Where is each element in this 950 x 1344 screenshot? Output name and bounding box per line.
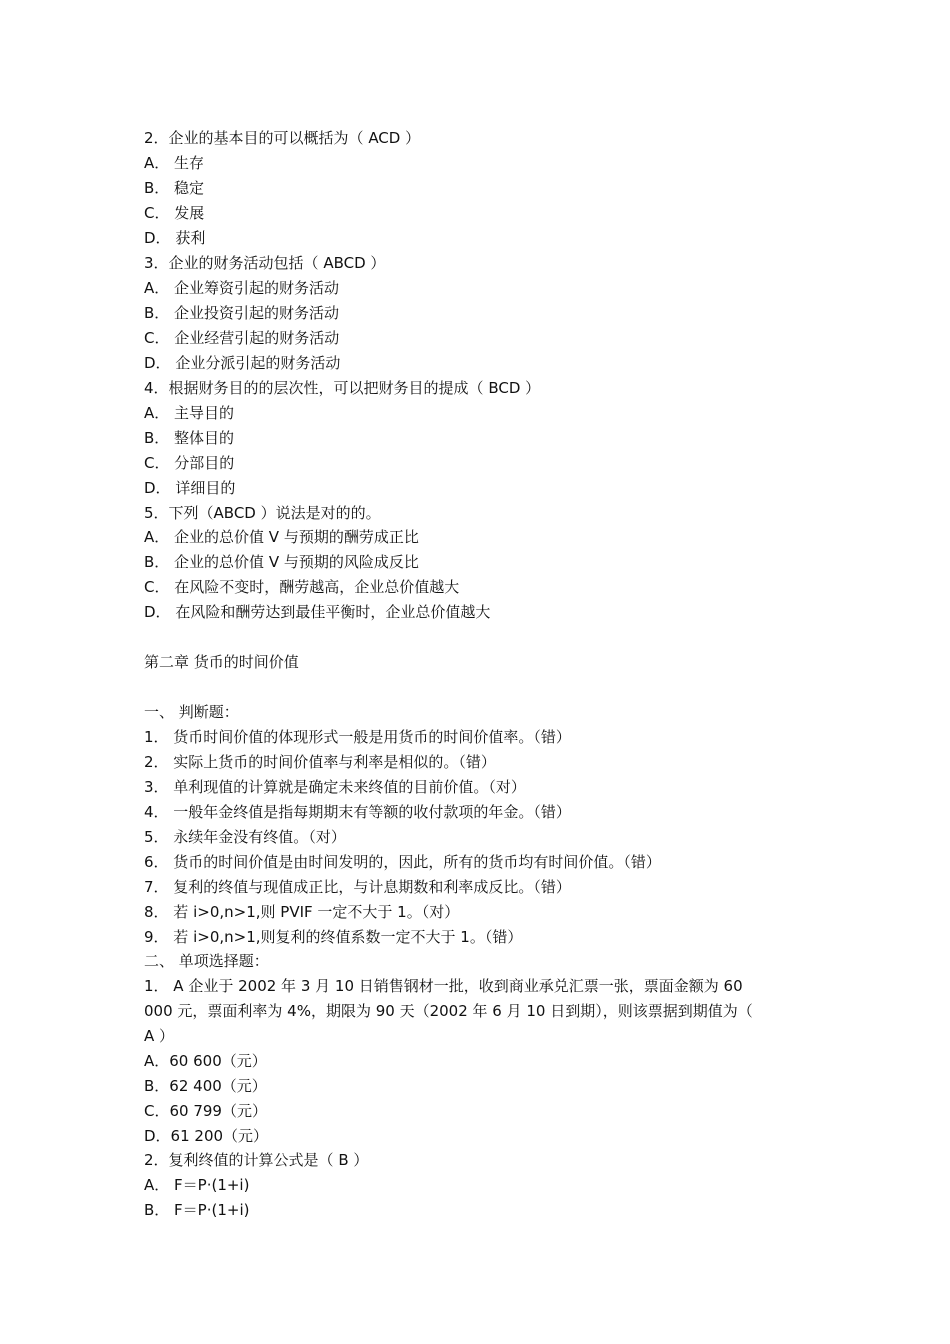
option-a: A． 生存 xyxy=(144,154,205,172)
chapter-title: 第二章 货币的时间价值 xyxy=(144,653,299,671)
option-d: D．61 200（元） xyxy=(144,1127,269,1145)
section-heading: 二、 单项选择题： xyxy=(144,952,269,970)
option-b: B． F＝P·(1+i) xyxy=(144,1201,250,1219)
question-4: 4．根据财务目的的层次性，可以把财务目的提成（ BCD ） xyxy=(144,379,541,397)
judgement-item-1: 1． 货币时间价值的体现形式一般是用货币的时间价值率。（错） xyxy=(144,728,571,746)
section-heading: 一、 判断题： xyxy=(144,703,239,721)
option-b: B． 企业投资引起的财务活动 xyxy=(144,304,340,322)
judgement-item-9: 9． 若 i>0,n>1,则复利的终值系数一定不大于 1。（错） xyxy=(144,928,523,946)
judgement-item-6: 6． 货币的时间价值是由时间发明的，因此，所有的货币均有时间价值。（错） xyxy=(144,853,661,871)
option-d: D． 在风险和酬劳达到最佳平衡时，企业总价值越大 xyxy=(144,603,491,621)
judgement-item-2: 2． 实际上货币的时间价值率与利率是相似的。（错） xyxy=(144,753,496,771)
option-c: C．60 799（元） xyxy=(144,1102,267,1120)
judgement-item-8: 8． 若 i>0,n>1,则 PVIF 一定不大于 1。（对） xyxy=(144,903,460,921)
judgement-item-5: 5． 永续年金没有终值。（对） xyxy=(144,828,346,846)
judgement-item-3: 3． 单利现值的计算就是确定未来终值的目前价值。（对） xyxy=(144,778,526,796)
option-c: C． 分部目的 xyxy=(144,454,235,472)
option-a: A． F＝P·(1+i) xyxy=(144,1176,250,1194)
option-a: A． 企业筹资引起的财务活动 xyxy=(144,279,340,297)
option-c: C． 在风险不变时，酬劳越高，企业总价值越大 xyxy=(144,578,460,596)
question-2: 2．企业的基本目的可以概括为（ ACD ） xyxy=(144,129,421,147)
option-a: A．60 600（元） xyxy=(144,1052,267,1070)
question-2-formula: 2．复利终值的计算公式是（ B ） xyxy=(144,1151,369,1169)
option-b: B． 整体目的 xyxy=(144,429,235,447)
question-1-line-3: A ） xyxy=(144,1027,175,1045)
option-d: D． 企业分派引起的财务活动 xyxy=(144,354,341,372)
judgement-item-4: 4． 一般年金终值是指每期期末有等额的收付款项的年金。（错） xyxy=(144,803,571,821)
question-3: 3．企业的财务活动包括（ ABCD ） xyxy=(144,254,386,272)
option-a: A． 主导目的 xyxy=(144,404,235,422)
option-c: C． 企业经营引起的财务活动 xyxy=(144,329,340,347)
judgement-item-7: 7． 复利的终值与现值成正比，与计息期数和利率成反比。（错） xyxy=(144,878,571,896)
option-b: B．62 400（元） xyxy=(144,1077,267,1095)
option-a: A． 企业的总价值 V 与预期的酬劳成正比 xyxy=(144,528,419,546)
option-b: B． 稳定 xyxy=(144,179,205,197)
option-d: D． 获利 xyxy=(144,229,206,247)
option-b: B． 企业的总价值 V 与预期的风险成反比 xyxy=(144,553,419,571)
question-1-line-2: 000 元，票面利率为 4%，期限为 90 天（2002 年 6 月 10 日到期），则该票据到期值为（ xyxy=(144,1002,753,1020)
option-c: C． 发展 xyxy=(144,204,205,222)
option-d: D． 详细目的 xyxy=(144,479,236,497)
question-1-line-1: 1． A 企业于 2002 年 3 月 10 日销售钢材一批，收到商业承兑汇票一张，票面金额为 60 xyxy=(144,977,743,995)
question-5: 5．下列（ABCD ）说法是对的的。 xyxy=(144,504,381,522)
